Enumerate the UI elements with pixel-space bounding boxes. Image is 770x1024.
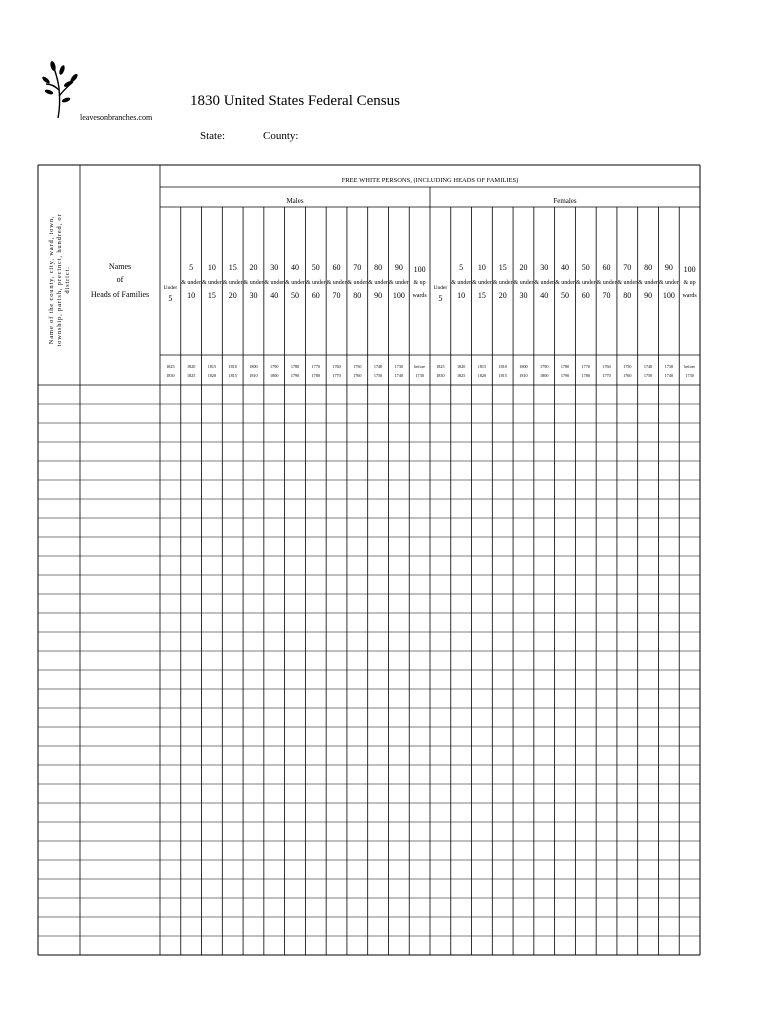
age-from-value: 10: [207, 263, 216, 272]
age-and-label: & up: [413, 280, 426, 286]
age-from-value: 40: [561, 263, 569, 272]
birth-year-start: 1740: [643, 364, 653, 369]
age-from-value: 15: [498, 263, 507, 272]
birth-year-start: 1750: [353, 364, 362, 369]
birth-year-end: 1750: [373, 373, 383, 378]
birth-year-start: 1810: [498, 364, 507, 369]
age-from-value: 70: [353, 263, 362, 272]
age-and-label: & under: [202, 280, 222, 286]
birth-year-end: 1740: [394, 373, 404, 378]
age-to-value: 30: [249, 291, 258, 300]
age-to-value: 70: [332, 291, 341, 300]
birth-year-end: 1730: [685, 373, 694, 378]
birth-year-end: 1780: [311, 373, 320, 378]
birth-year-end: 1780: [581, 373, 590, 378]
age-from-value: 80: [644, 263, 653, 272]
birth-year-start: 1770: [581, 364, 590, 369]
age-to-value: 100: [662, 291, 675, 300]
page-title: 1830 United States Federal Census: [190, 93, 400, 109]
names-label: Names: [108, 262, 132, 271]
birth-year-end: 1810: [519, 373, 528, 378]
age-from-value: 30: [540, 263, 549, 272]
age-and-label: & under: [513, 280, 534, 286]
age-and-label: & under: [472, 280, 492, 286]
birth-year-start: 1770: [311, 364, 320, 369]
birth-year-end: 1830: [436, 373, 445, 378]
birth-year-start: 1730: [394, 364, 404, 369]
age-to-value: 30: [519, 291, 528, 300]
age-from-value: 60: [332, 263, 341, 272]
birth-year-end: 1825: [456, 373, 466, 378]
age-from-value: 15: [228, 263, 237, 272]
age-from-value: 60: [602, 263, 611, 272]
county-label: County:: [263, 130, 299, 142]
age-upwards-label: wards: [682, 293, 697, 299]
age-from-value: 40: [291, 263, 299, 272]
birth-year-start: 1800: [249, 364, 258, 369]
birth-year-end: 1770: [332, 373, 341, 378]
age-to-value: 80: [623, 291, 632, 300]
state-label: State:: [200, 130, 226, 142]
age-and-label: & under: [492, 280, 513, 286]
age-to-value: 70: [602, 291, 611, 300]
birth-year-start: 1820: [186, 364, 196, 369]
age-from-value: 80: [374, 263, 383, 272]
birth-year-start: before: [414, 364, 425, 369]
age-from-value: 100: [413, 265, 426, 274]
age-to-value: 40: [270, 291, 279, 300]
site-name: leavesonbranches.com: [80, 113, 153, 122]
birth-year-end: 1830: [166, 373, 175, 378]
age-to-value: 50: [291, 291, 299, 300]
age-and-label: & under: [222, 280, 243, 286]
age-from-value: 30: [270, 263, 279, 272]
age-and-label: & under: [617, 280, 638, 286]
age-and-label: & under: [181, 280, 202, 286]
age-to-value: 100: [392, 291, 405, 300]
birth-year-end: 1770: [602, 373, 611, 378]
age-from-value: 50: [311, 263, 320, 272]
age-and-label: & under: [347, 280, 368, 286]
birth-year-start: 1825: [436, 364, 445, 369]
age-from-value: 100: [683, 265, 696, 274]
birth-year-start: before: [684, 364, 695, 369]
birth-year-end: 1825: [186, 373, 196, 378]
birth-year-start: 1800: [519, 364, 528, 369]
age-to-value: 10: [457, 291, 466, 300]
age-from-value: 20: [249, 263, 258, 272]
age-from-value: 70: [623, 263, 632, 272]
age-and-label: & under: [638, 280, 658, 286]
birth-year-end: 1760: [353, 373, 362, 378]
age-to-value: 60: [311, 291, 320, 300]
age-and-label: & under: [243, 280, 264, 286]
age-under-label: Under: [163, 285, 178, 291]
birth-year-end: 1740: [664, 373, 674, 378]
birth-year-start: 1815: [207, 364, 217, 369]
location-side-label: [48, 213, 71, 346]
age-to-value: 10: [187, 291, 196, 300]
birth-year-start: 1790: [270, 364, 279, 369]
names-label: of: [116, 275, 124, 284]
side-label-line: township, parish, precinct, hundred, or: [56, 213, 63, 347]
birth-year-start: 1780: [290, 364, 300, 369]
birth-year-end: 1750: [643, 373, 653, 378]
birth-year-end: 1760: [623, 373, 632, 378]
age-to-value: 90: [644, 291, 653, 300]
birth-year-end: 1730: [415, 373, 424, 378]
age-to-value: 20: [228, 291, 237, 300]
birth-year-start: 1820: [456, 364, 466, 369]
birth-year-start: 1740: [373, 364, 383, 369]
birth-year-start: 1810: [228, 364, 237, 369]
birth-year-end: 1815: [498, 373, 507, 378]
age-from-value: 5: [459, 263, 464, 272]
age-to-value: 15: [207, 291, 216, 300]
birth-year-end: 1800: [270, 373, 279, 378]
age-to-value: 20: [498, 291, 507, 300]
age-and-label: & under: [596, 280, 617, 286]
birth-year-start: 1825: [166, 364, 175, 369]
birth-year-start: 1750: [623, 364, 632, 369]
age-and-label: & under: [575, 280, 596, 286]
age-and-label: & under: [388, 280, 409, 286]
age-from-value: 10: [477, 263, 486, 272]
birth-year-end: 1790: [290, 373, 300, 378]
age-from-value: 90: [664, 263, 673, 272]
age-and-label: & under: [326, 280, 347, 286]
age-from-value: 20: [519, 263, 528, 272]
age-and-label: & up: [683, 280, 696, 286]
age-and-label: & under: [534, 280, 555, 286]
age-to-value: 50: [561, 291, 569, 300]
side-label-line: district.: [64, 266, 71, 294]
birth-year-start: 1815: [477, 364, 487, 369]
age-and-label: & under: [285, 280, 305, 286]
birth-year-end: 1815: [228, 373, 237, 378]
names-label: Heads of Families: [90, 290, 150, 299]
birth-year-start: 1730: [664, 364, 674, 369]
age-under-label: Under: [433, 285, 448, 291]
section-title: FREE WHITE PERSONS, (INCLUDING HEADS OF FAMILIES): [341, 177, 519, 184]
birth-year-start: 1760: [602, 364, 611, 369]
age-and-label: & under: [305, 280, 326, 286]
females-label: Females: [553, 197, 577, 205]
age-from-value: 50: [581, 263, 590, 272]
birth-year-start: 1790: [540, 364, 549, 369]
age-under-value: 5: [438, 294, 443, 303]
age-from-value: 5: [189, 263, 194, 272]
birth-year-start: 1780: [560, 364, 570, 369]
birth-year-end: 1810: [249, 373, 258, 378]
birth-year-end: 1790: [560, 373, 570, 378]
birth-year-end: 1800: [540, 373, 549, 378]
side-label-line: Name of the county, city, ward, town,: [48, 215, 55, 345]
age-and-label: & under: [368, 280, 388, 286]
age-and-label: & under: [451, 280, 472, 286]
age-to-value: 40: [540, 291, 549, 300]
birth-year-start: 1760: [332, 364, 341, 369]
age-and-label: & under: [658, 280, 679, 286]
age-to-value: 15: [477, 291, 486, 300]
age-under-value: 5: [168, 294, 173, 303]
age-and-label: & under: [555, 280, 575, 286]
age-from-value: 90: [394, 263, 403, 272]
age-to-value: 80: [353, 291, 362, 300]
age-to-value: 60: [581, 291, 590, 300]
birth-year-end: 1820: [477, 373, 487, 378]
age-to-value: 90: [374, 291, 383, 300]
males-label: Males: [286, 197, 304, 205]
birth-year-end: 1820: [207, 373, 217, 378]
age-upwards-label: wards: [412, 293, 427, 299]
age-and-label: & under: [264, 280, 285, 286]
